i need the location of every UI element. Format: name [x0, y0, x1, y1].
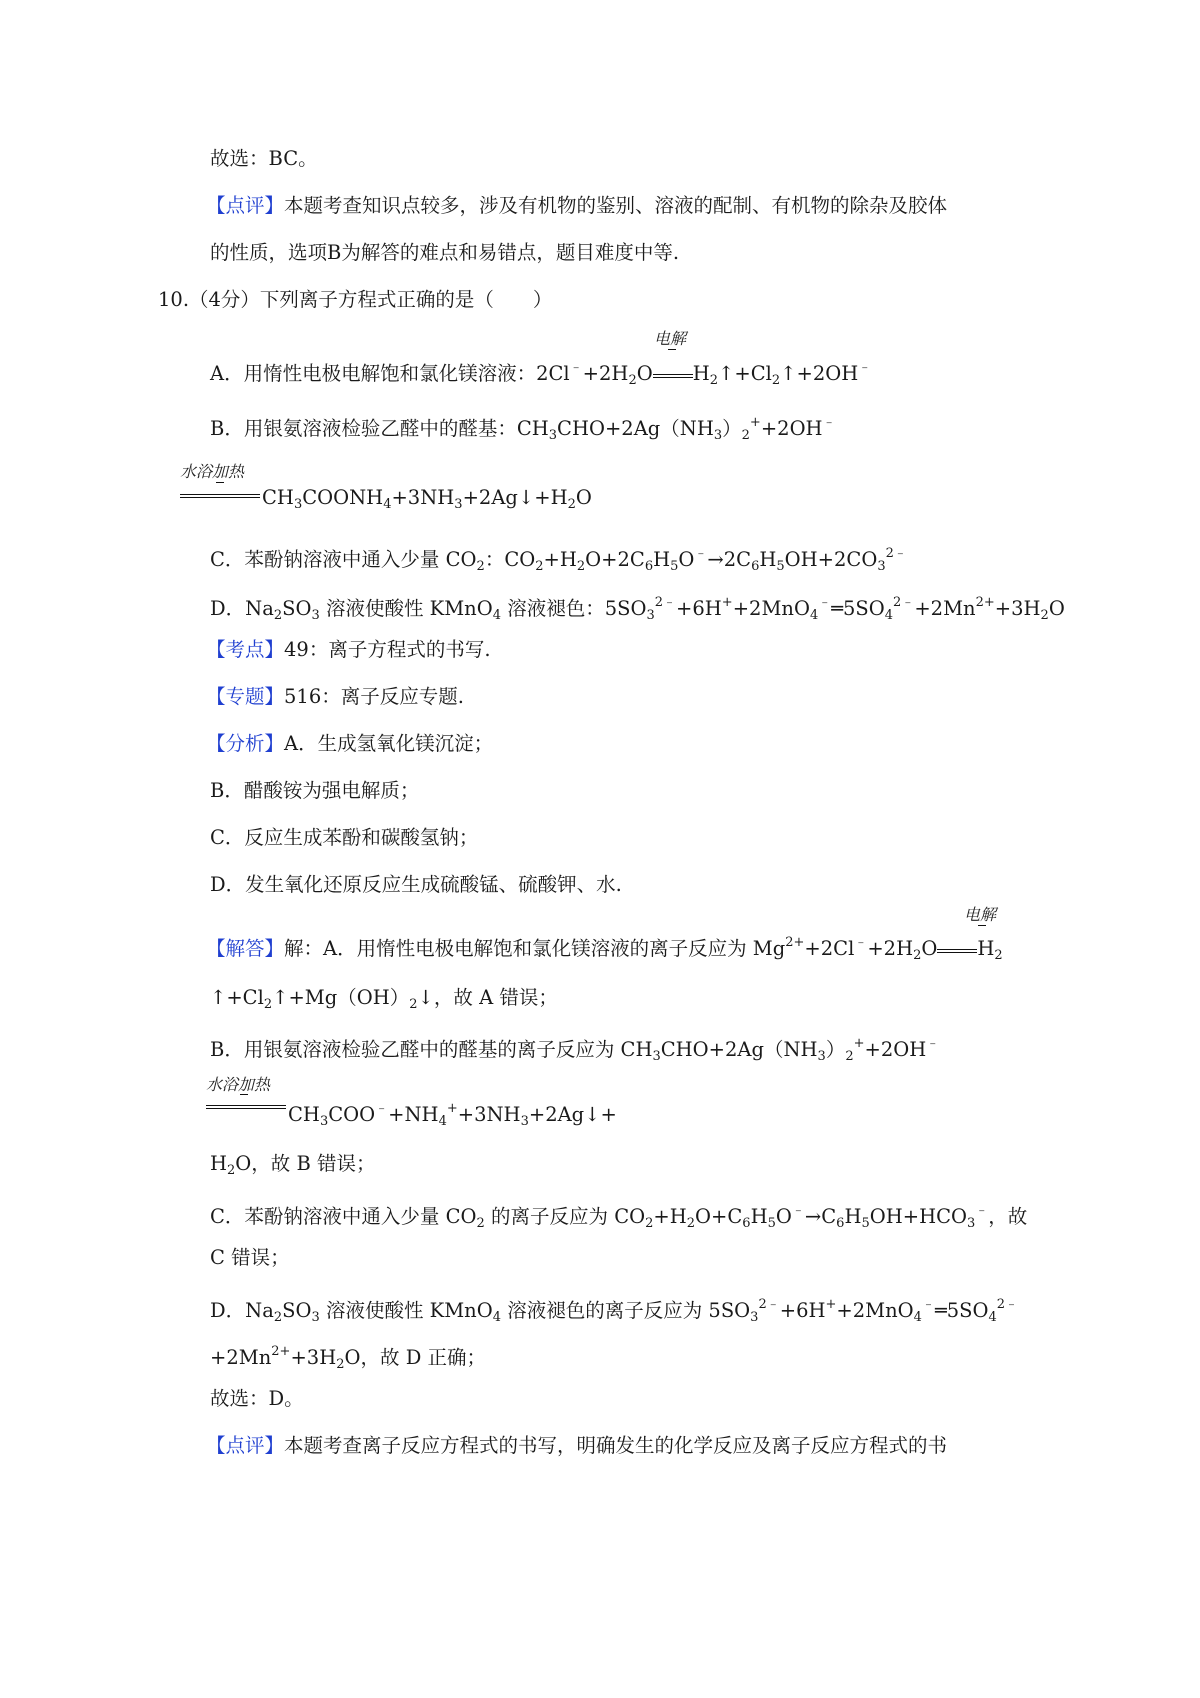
- condition-mark: [216, 482, 224, 483]
- choice-answer-10: 故选：D。: [210, 1387, 304, 1410]
- jieda-a: 【解答】解：A．用惰性电极电解饱和氯化镁溶液的离子反应为 $Mg^{2+}+2Cl^﹣+2H_2O$ $H_2$: [206, 935, 1003, 963]
- equation-arrow: [653, 370, 693, 380]
- option-b: B．用银氨溶液检验乙醛中的醛基：$CH_3CHO+2Ag(NH_3)_2^++2OH^﹣$: [210, 415, 836, 443]
- fenxi-tag: 【分析】: [206, 732, 285, 755]
- jieda-b-products: $CH_3COO^﹣+NH_4^++3NH_3+2Ag↓+$: [288, 1101, 617, 1129]
- condition-mark: [978, 925, 986, 926]
- jieda-d-text: D．Na: [210, 1299, 274, 1322]
- jieda-c-cont: C 错误；: [210, 1246, 290, 1269]
- jieda-b-text: B．用银氨溶液检验乙醛中的醛基的离子反应为 CH: [210, 1038, 653, 1061]
- option-a-text: A．用惰性电极电解饱和氯化镁溶液：2Cl: [210, 362, 570, 385]
- reaction-arrow-line: [180, 494, 260, 495]
- jieda-b-cont: $H_2O$，故 B 错误；: [210, 1152, 376, 1178]
- option-b-text: B．用银氨溶液检验乙醛中的醛基：CH: [210, 417, 549, 440]
- fenxi-d: D．发生氧化还原反应生成硫酸锰、硫酸钾、水.: [210, 873, 622, 896]
- condition-mark: [240, 1094, 248, 1095]
- jieda-a-text: 解：A．用惰性电极电解饱和氯化镁溶液的离子反应为 Mg: [284, 937, 786, 960]
- review-text: 本题考查知识点较多，涉及有机物的鉴别、溶液的配制、有机物的除杂及胶体: [284, 194, 948, 217]
- jieda-a-end: 故 A 错误；: [453, 986, 558, 1009]
- review-tag: 【点评】: [206, 1434, 285, 1457]
- jieda-b-end: 故 B 错误；: [270, 1152, 376, 1175]
- review-9-line2: 的性质，选项B为解答的难点和易错点，题目难度中等.: [210, 241, 680, 264]
- kaodian-text: 49：离子方程式的书写.: [284, 638, 491, 661]
- equation-arrow: [937, 945, 977, 955]
- choice-answer-9: 故选：BC。: [210, 147, 318, 170]
- jieda-d-end: 故 D 正确；: [380, 1346, 487, 1369]
- reaction-arrow-line: [206, 1105, 286, 1106]
- condition-water-bath: 水浴加热: [206, 1075, 271, 1094]
- zhuanti-text: 516：离子反应专题.: [284, 685, 464, 708]
- jieda-d: D．$Na_2SO_3$ 溶液使酸性 KMnO$_4$ 溶液褪色的离子反应为 $5SO_3^{2﹣}+6H^++2MnO_4^﹣═5SO_4^{2﹣}$: [210, 1297, 1019, 1325]
- review-text: 本题考查离子反应方程式的书写，明确发生的化学反应及离子反应方程式的书: [284, 1434, 948, 1457]
- reaction-arrow-line: [180, 497, 260, 498]
- review-tag: 【点评】: [206, 194, 285, 217]
- jieda-c-text: C．苯酚钠溶液中通入少量 CO: [210, 1205, 477, 1228]
- option-c: C．苯酚钠溶液中通入少量 $CO_2$：$CO_2+H_2O+2C_6H_5O^﹣\to 2C_6H_5OH+2CO_3^{2﹣}$: [210, 546, 907, 574]
- option-c-text: C．苯酚钠溶液中通入少量 CO: [210, 548, 477, 571]
- zhuanti-tag: 【专题】: [206, 685, 285, 708]
- fenxi-c: C．反应生成苯酚和碳酸氢钠；: [210, 826, 479, 849]
- jieda-d-cont: $+2Mn^{2+}+3H_2O$，故 D 正确；: [210, 1344, 487, 1372]
- review-10-line1: [206, 1433, 947, 1459]
- question-10-stem: 10.（4分）下列离子方程式正确的是（ ）: [158, 288, 553, 311]
- kaodian-tag: 【考点】: [206, 638, 285, 661]
- jieda-tag: 【解答】: [206, 937, 285, 960]
- review-9-line1: [206, 193, 947, 219]
- condition-electrolysis: 电解: [654, 329, 687, 348]
- fenxi-a-text: A．生成氢氧化镁沉淀；: [284, 732, 494, 755]
- kaodian: [206, 637, 491, 663]
- fenxi-a: [206, 731, 493, 757]
- option-d-text: D．Na: [210, 597, 274, 620]
- condition-water-bath: 水浴加热: [180, 462, 245, 481]
- zhuanti: [206, 684, 464, 710]
- jieda-a-cont: $↑+Cl_2↑+Mg(OH)_2↓$，故 A 错误；: [210, 986, 558, 1012]
- fenxi-b: B．醋酸铵为强电解质；: [210, 779, 420, 802]
- condition-electrolysis: 电解: [964, 905, 997, 924]
- option-b-products: $CH_3COONH_4+3NH_3+2Ag↓+H_2O$: [262, 486, 592, 512]
- jieda-b: B．用银氨溶液检验乙醛中的醛基的离子反应为 $CH_3CHO+2Ag(NH_3)_2^++2OH^﹣$: [210, 1036, 940, 1064]
- option-a: A．用惰性电极电解饱和氯化镁溶液：$2Cl^﹣+2H_2O$ $H_2↑+Cl_2↑+2OH^﹣$: [210, 360, 872, 388]
- jieda-c: C．苯酚钠溶液中通入少量 $CO_2$ 的离子反应为 $CO_2+H_2O+C_6H_5O^﹣\to C_6H_5OH+HCO_3^﹣$，故: [210, 1203, 1028, 1231]
- condition-mark: [668, 349, 676, 350]
- option-d: D．$Na_2SO_3$ 溶液使酸性 KMnO$_4$ 溶液褪色：$5SO_3^{2﹣}+6H^++2MnO_4^﹣═5SO_4^{2﹣}+2Mn^{2+}+3H_2O$: [210, 595, 1065, 623]
- reaction-arrow-line: [206, 1108, 286, 1109]
